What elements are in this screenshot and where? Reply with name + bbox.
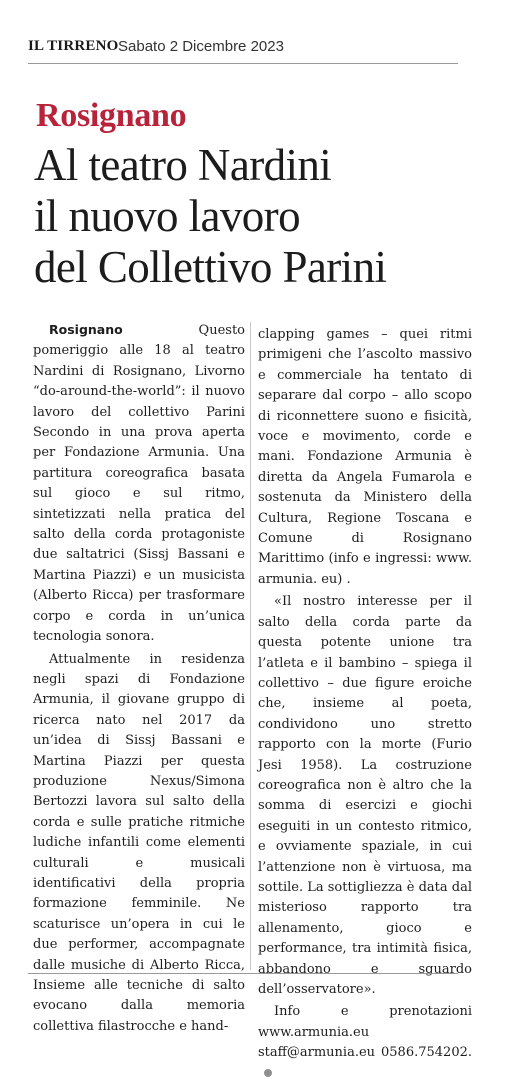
body-paragraph — [258, 1002, 472, 1084]
top-rule — [28, 63, 458, 64]
body-paragraph: Attualmente in residenza negli spazi di Fondazione Armunia, il giovane gruppo di ricerca nato nel 2017 da un’idea di Sissj Bassani e Martina Piazzi per questa produzione Nexus/Simona Bertozzi lavora sul salto della corda e sulle pratiche ritmiche ludiche infantili come elementi culturali e musicali identificativi della propria formazione femminile. Ne scaturisce un’opera in cui le due performer, accompagnate dalle musiche di Alberto Ricca, Insieme alle tecniche di salto evocano dalla memoria collettiva filastrocche e hand- — [33, 651, 245, 1034]
article-column-left — [33, 320, 245, 1037]
end-of-article-dot-icon — [264, 1069, 272, 1077]
dateline: Rosignano — [49, 322, 123, 337]
headline-line: del Collettivo Parini — [34, 242, 387, 292]
newspaper-logo: IL TIRRENO — [28, 38, 119, 54]
info-text: Info e prenotazioni www.armunia.eu staff@armunia.eu 0586.754202. — [258, 1004, 472, 1061]
bottom-rule — [28, 973, 458, 974]
issue-date: Sabato 2 Dicembre 2023 — [118, 38, 284, 55]
article-headline — [34, 140, 474, 293]
paragraph-text: Questo pomeriggio alle 18 al teatro Nardini di Rosignano, Livorno “do-around-the-world”: il nuovo lavoro del collettivo Parini Secondo in una prova aperta per Fondazione Armunia. Una partitura coreografica basata sul gioco e sul ritmo, sintetizzati nella pratica del salto della corda protagoniste due saltatrici (Sissj Bassani e Martina Piazzi) e un musicista (Alberto Ricca) per trasformare corpo e corda in un’unica tecnologia sonora. — [33, 323, 245, 645]
body-paragraph — [33, 320, 245, 648]
body-paragraph: «Il nostro interesse per il salto della corda parte da questa potente unione tra l’atleta e il bambino – spiega il collettivo – due figure eroiche che, insieme al poeta, condividono uno stretto rapporto con la morte (Furio Jesi 1958). La costruzione coreografica non è altro che la somma di esercizi e giochi eseguiti in un contesto ritmico, e ovviamente spaziale, in cui l’attenzione non è virtuosa, ma sottile. La sottigliezza è data dal misterioso rapporto tra allenamento, gioco e performance, tra intimità fisica, abbandono e sguardo dell’osservatore». — [258, 594, 472, 997]
column-divider — [250, 322, 251, 970]
headline-line: il nuovo lavoro — [34, 191, 300, 241]
headline-line: Al teatro Nardini — [34, 140, 332, 190]
article-kicker: Rosignano — [36, 97, 187, 134]
article-column-right — [258, 325, 472, 1084]
body-paragraph: clapping games – quei ritmi primigeni che l’ascolto massivo e commerciale ha tentato di separare dal corpo – allo scopo di riconnettere suono e fisicità, voce e movimento, corde e mani. Fondazione Armunia è diretta da Angela Fumarola e sostenuta da Ministero della Cultura, Regione Toscana e Comune di Rosignano Marittimo (info e ingressi: www. armunia. eu) . — [258, 327, 472, 587]
